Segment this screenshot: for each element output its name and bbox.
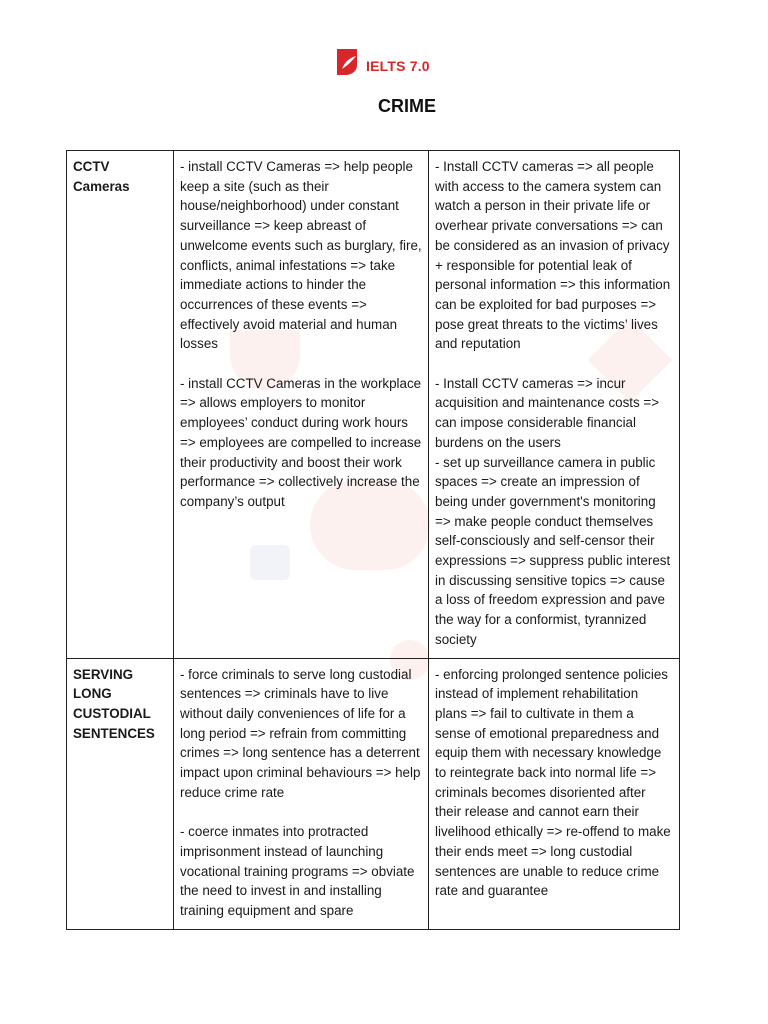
flag-logo-icon <box>335 47 359 77</box>
topic-label: SERVING LONG CUSTODIAL SENTENCES <box>73 666 155 741</box>
argument-text: - install CCTV Cameras in the workplace => allows employers to monitor employees’ conduct during work hours => employees are compelled to increase their productivity and boost their work performance => collectively increase the company’s output <box>180 375 422 509</box>
argument-text: - install CCTV Cameras => help people keep a site (such as their house/neighborhood) under constant surveillance => keep abreast of unwelcome events such as burglary, fire, conflicts, animal infestations => take immediate actions to hinder the occurrences of these events => effectively avoid material and human losses <box>180 159 422 352</box>
argument-text: - coerce inmates into protracted imprisonment instead of launching vocational training programs => obviate the need to invest in and installing training equipment and spare <box>180 824 415 918</box>
crime-table <box>66 150 680 930</box>
argument-text: - set up surveillance camera in public spaces => create an impression of being under government's monitoring => make people conduct themselves self-consciously and self-censor their expressions => suppress public interest in discussing sensitive topics => cause a loss of freedom expression and pave the way for a conformist, tyrannized society <box>435 454 671 647</box>
table-row <box>67 151 680 659</box>
argument-text: - Install CCTV cameras => all people with access to the camera system can watch a person in their private life or overhear private conversations => can be considered as an invasion of privacy + responsible for potential leak of personal information => this information can be exploited for bad purposes => pose great threats to the victims’ lives and reputation <box>435 159 671 352</box>
disadvantages-cell <box>429 658 680 929</box>
advantages-cell <box>174 658 429 929</box>
brand-name: IELTS 7.0 <box>366 58 430 74</box>
table-row <box>67 658 680 929</box>
advantages-cell <box>174 151 429 659</box>
topic-label: CCTV Cameras <box>73 159 130 194</box>
page-title: CRIME <box>378 96 436 116</box>
topic-cell <box>67 658 174 929</box>
topic-cell <box>67 151 174 659</box>
argument-text: - Install CCTV cameras => incur acquisition and maintenance costs => can impose considerable financial burdens on the users <box>435 375 660 450</box>
argument-text: - enforcing prolonged sentence policies instead of implement rehabilitation plans => fail to cultivate in them a sense of emotional preparedness and equip them with necessary knowledge to reintegrate back into normal life => criminals becomes disoriented after their release and cannot earn their livelihood ethically => re-offend to make their ends meet => long custodial sentences are unable to reduce crime rate and guarantee <box>435 666 671 899</box>
disadvantages-cell <box>429 151 680 659</box>
argument-text: - force criminals to serve long custodial sentences => criminals have to live without daily conveniences of life for a long period => refrain from committing crimes => long sentence has a deterrent impact upon criminal behaviours => help reduce crime rate <box>180 666 421 800</box>
brand-logo <box>335 46 430 78</box>
